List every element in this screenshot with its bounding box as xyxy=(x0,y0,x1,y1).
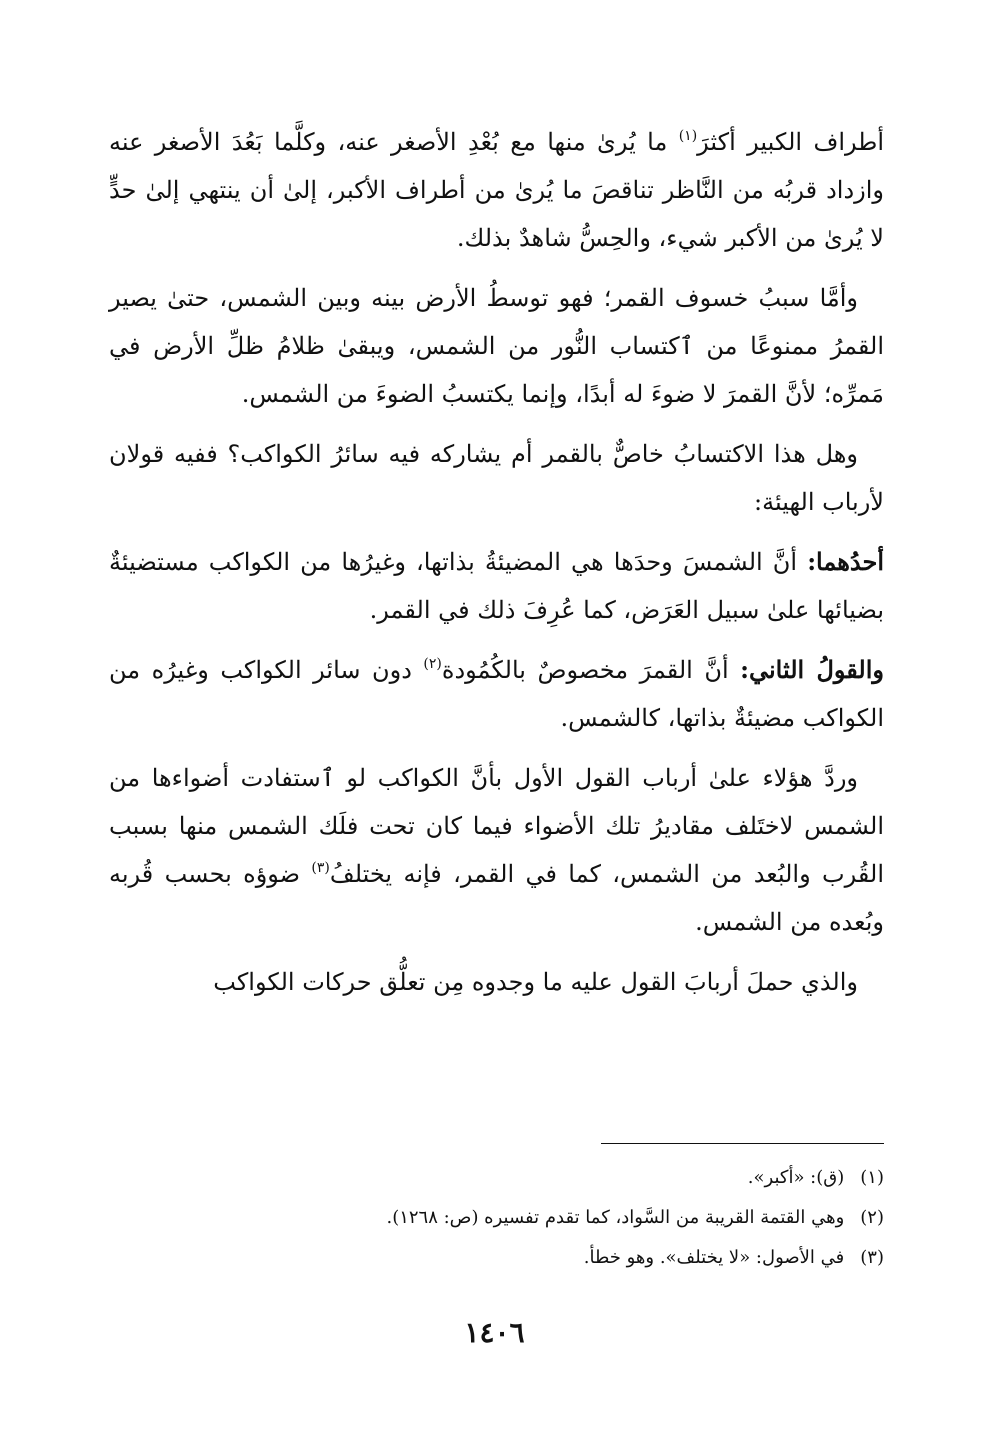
paragraph-5-part-a: أنَّ القمرَ مخصوصٌ بالكُمُودة xyxy=(441,656,741,684)
footnote-ref-1: (١) xyxy=(678,128,698,144)
footnote-1 xyxy=(109,1158,884,1198)
paragraph-1 xyxy=(109,118,884,262)
paragraph-7: والذي حملَ أربابَ القول عليه ما وجدوه مِن تعلُّق حركات الكواكب xyxy=(213,968,858,996)
footnote-separator xyxy=(601,1143,884,1144)
footnote-ref-2: (٢) xyxy=(423,656,442,672)
footnote-number: (٣) xyxy=(860,1247,884,1268)
footnote-ref-3: (٣) xyxy=(311,860,330,876)
paragraph-1-part-a: أطراف الكبير أكثرَ xyxy=(697,128,885,156)
paragraph-4 xyxy=(109,538,884,634)
footnote-text: في الأصول: «لا يختلف». وهو خطأ. xyxy=(583,1247,845,1268)
paragraph-3: وهل هذا الاكتسابُ خاصٌّ بالقمر أم يشاركه فيه سائرُ الكواكب؟ ففيه قولان لأرباب الهيئة: xyxy=(109,440,884,516)
paragraph-6-part-a: وردَّ هؤلاء علىٰ أرباب القول الأول بأنَّ الكواكب لو ٱستفادت أضواءها من الشمس لاختَلف مقاديرُ تلك الأضواء فيما كان تحت فلَك الشمس منها بسبب القُرب والبُعد من الشمس، كما في القمر، فإنه يختلفُ xyxy=(109,764,884,888)
paragraph-1-part-b: ما يُرىٰ منها مع بُعْدِ الأصغر عنه، وكلَّما بَعُدَ الأصغر عنه وازداد قربُه من النَّاظر تناقصَ ما يُرىٰ من أطراف الأكبر، إلىٰ أن ينتهي إلىٰ حدٍّ لا يُرىٰ من الأكبر شيء، والحِسُّ شاهدٌ بذلك. xyxy=(109,128,884,252)
footnote-number: (٢) xyxy=(860,1207,884,1228)
paragraph-5-lead: والقولُ الثاني: xyxy=(740,655,885,684)
footnote-number: (١) xyxy=(860,1167,884,1188)
footnote-2 xyxy=(109,1198,884,1238)
paragraph-4-text: أنَّ الشمسَ وحدَها هي المضيئةُ بذاتها، وغيرُها من الكواكب مستضيئةٌ بضيائها علىٰ سبيل العَرَض، كما عُرِفَ ذلك في القمر. xyxy=(109,548,884,624)
paragraph-4-lead: أحدُهما: xyxy=(807,547,884,576)
paragraph-6 xyxy=(109,754,884,946)
page-number: ١٤٠٦ xyxy=(464,1316,525,1349)
footnote-3 xyxy=(109,1238,884,1278)
paragraph-6-part-b: ضوؤه بحسب قُربه وبُعده من الشمس. xyxy=(109,860,884,936)
paragraph-5-part-b: دون سائر الكواكب وغيرُه من الكواكب مضيئةٌ بذاتها، كالشمس. xyxy=(109,656,884,732)
footnote-text: (ق): «أكبر». xyxy=(747,1167,845,1188)
main-text xyxy=(109,118,884,1018)
paragraph-2: وأمَّا سببُ خسوف القمر؛ فهو توسطُ الأرض بينه وبين الشمس، حتىٰ يصير القمرُ ممنوعًا من ٱكتساب النُّور من الشمس، ويبقىٰ ظلامُ ظلِّ الأرض في مَمرِّه؛ لأنَّ القمرَ لا ضوءَ له أبدًا، وإنما يكتسبُ الضوءَ من الشمس. xyxy=(109,284,884,408)
footnotes xyxy=(109,1158,884,1278)
paragraph-5 xyxy=(109,646,884,742)
footnote-text: وهي القتمة القريبة من السَّواد، كما تقدم تفسيره (ص: ١٢٦٨). xyxy=(386,1207,845,1228)
